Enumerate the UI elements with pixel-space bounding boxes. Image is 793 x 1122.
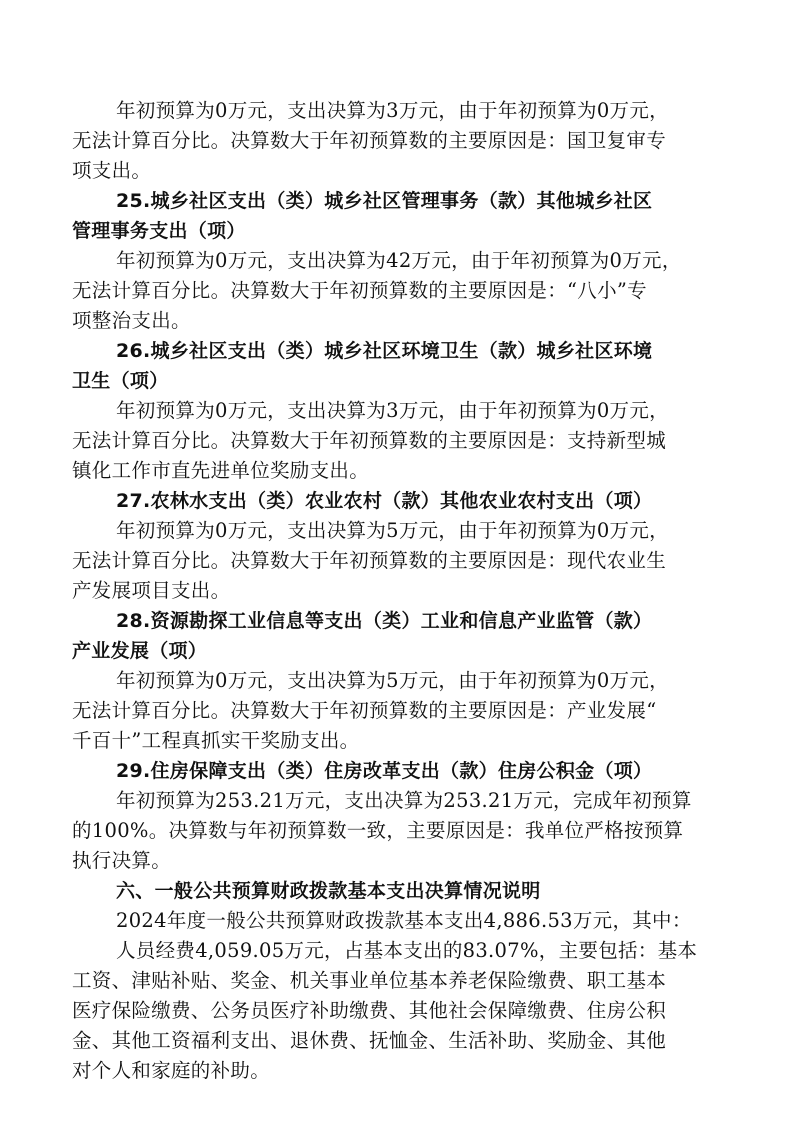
paragraph-line: 的100%。决算数与年初预算数一致，主要原因是：我单位严格按预算: [72, 819, 684, 842]
section-heading-line: 产业发展（项）: [72, 640, 208, 662]
paragraph-line: 无法计算百分比。决算数大于年初预算数的主要原因是：产业发展“: [72, 699, 657, 722]
paragraph-line: 项支出。: [72, 159, 152, 182]
paragraph-line: 年初预算为0万元，支出决算为5万元，由于年初预算为0万元，: [116, 519, 669, 542]
paragraph-line: 年初预算为253.21万元，支出决算为253.21万元，完成年初预算: [116, 789, 692, 812]
section-heading-line: 27.农林水支出（类）农业农村（款）其他农业农村支出（项）: [116, 490, 653, 512]
paragraph-line: 执行决算。: [72, 849, 172, 872]
section-heading-line: 六、一般公共预算财政拨款基本支出决算情况说明: [116, 880, 541, 902]
paragraph-line: 年初预算为0万元，支出决算为3万元，由于年初预算为0万元，: [116, 399, 669, 422]
paragraph-line: 年初预算为0万元，支出决算为42万元，由于年初预算为0万元，: [116, 249, 682, 272]
paragraph-line: 千百十”工程真抓实干奖励支出。: [72, 729, 360, 752]
section-heading-line: 25.城乡社区支出（类）城乡社区管理事务（款）其他城乡社区: [116, 190, 653, 212]
paragraph-line: 无法计算百分比。决算数大于年初预算数的主要原因是：国卫复审专: [72, 129, 667, 152]
paragraph-line: 无法计算百分比。决算数大于年初预算数的主要原因是：支持新型城: [72, 429, 667, 452]
paragraph-line: 对个人和家庭的补助。: [72, 1059, 271, 1082]
paragraph-line: 金、其他工资福利支出、退休费、抚恤金、生活补助、奖励金、其他: [72, 1029, 667, 1052]
paragraph-line: 无法计算百分比。决算数大于年初预算数的主要原因是：“八小”专: [72, 279, 647, 302]
paragraph-line: 医疗保险缴费、公务员医疗补助缴费、其他社会保障缴费、住房公积: [72, 999, 667, 1022]
paragraph-line: 工资、津贴补贴、奖金、机关事业单位基本养老保险缴费、职工基本: [72, 969, 667, 992]
paragraph-line: 项整治支出。: [72, 309, 191, 332]
paragraph-line: 年初预算为0万元，支出决算为5万元，由于年初预算为0万元，: [116, 669, 669, 692]
paragraph-line: 产发展项目支出。: [72, 579, 231, 602]
paragraph-line: 无法计算百分比。决算数大于年初预算数的主要原因是：现代农业生: [72, 549, 667, 572]
section-heading-line: 管理事务支出（项）: [72, 220, 246, 242]
section-heading-line: 卫生（项）: [72, 370, 169, 392]
section-heading-line: 26.城乡社区支出（类）城乡社区环境卫生（款）城乡社区环境: [116, 340, 653, 362]
paragraph-line: 年初预算为0万元，支出决算为3万元，由于年初预算为0万元，: [116, 99, 669, 122]
paragraph-line: 人员经费4,059.05万元，占基本支出的83.07%，主要包括：基本: [116, 939, 698, 962]
paragraph-line: 2024年度一般公共预算财政拨款基本支出4,886.53万元，其中：: [116, 909, 692, 932]
paragraph-line: 镇化工作市直先进单位奖励支出。: [72, 459, 370, 482]
section-heading-line: 29.住房保障支出（类）住房改革支出（款）住房公积金（项）: [116, 760, 653, 782]
section-heading-line: 28.资源勘探工业信息等支出（类）工业和信息产业监管（款）: [116, 610, 653, 632]
